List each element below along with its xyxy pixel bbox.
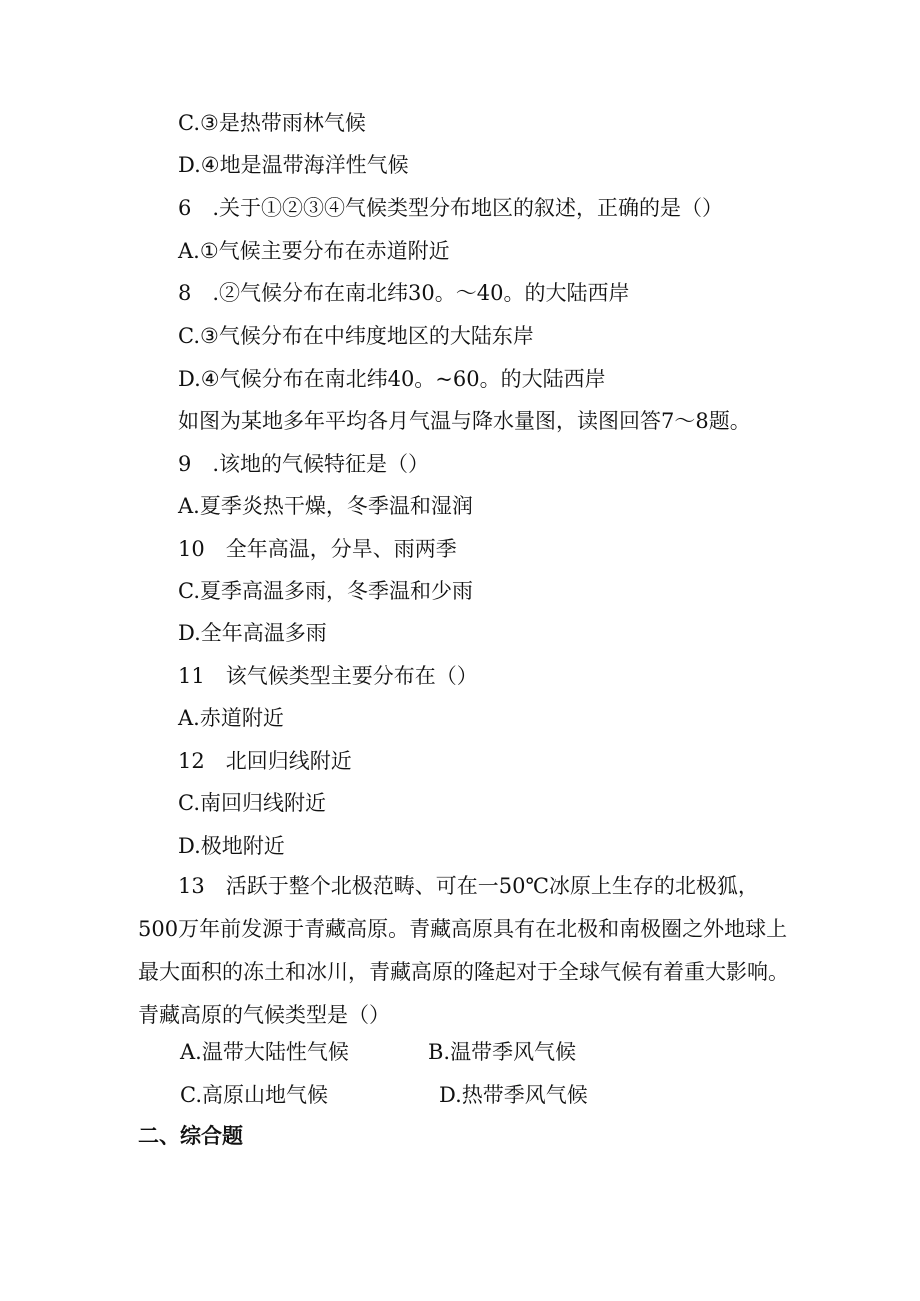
question-line: C.南回归线附近 <box>178 791 326 815</box>
answer-option-b: B.温带季风气候 <box>428 1040 577 1064</box>
question-line: D.④地是温带海洋性气候 <box>178 153 409 177</box>
answer-option-c: C.高原山地气候 <box>180 1083 328 1107</box>
question-line: 如图为某地多年平均各月气温与降水量图，读图回答7～8题。 <box>178 409 751 433</box>
question-line: D.④气候分布在南北纬40。~60。的大陆西岸 <box>178 367 606 391</box>
question-line: C.③气候分布在中纬度地区的大陆东岸 <box>178 324 534 348</box>
question-paragraph: 13 活跃于整个北极范畴、可在一50℃冰原上生存的北极狐，500万年前发源于青藏高原。青藏高原具有在北极和南极圈之外地球上最大面积的冻土和冰川，青藏高原的隆起对于全球气候有着重大影响。青藏高原的气候类型是（） <box>138 874 789 1027</box>
question-line: 10 全年高温，分旱、雨两季 <box>178 537 457 561</box>
question-line: 11 该气候类型主要分布在（） <box>178 664 478 688</box>
question-line: C.③是热带雨林气候 <box>178 111 366 135</box>
answer-option-a: A.温带大陆性气候 <box>180 1040 349 1064</box>
question-line: 12 北回归线附近 <box>178 749 352 773</box>
question-line: 8 .②气候分布在南北纬30。～40。的大陆西岸 <box>178 281 630 305</box>
question-line: 9 .该地的气候特征是（） <box>178 452 430 476</box>
question-line: D.极地附近 <box>178 834 285 858</box>
question-line: A.①气候主要分布在赤道附近 <box>178 239 450 263</box>
question-line: A.赤道附近 <box>178 706 284 730</box>
section-heading: 二、综合题 <box>138 1123 243 1148</box>
question-line: D.全年高温多雨 <box>178 621 327 645</box>
question-line: 6 .关于①②③④气候类型分布地区的叙述，正确的是（） <box>178 196 724 220</box>
question-line: A.夏季炎热干燥，冬季温和湿润 <box>178 494 473 518</box>
question-line: C.夏季高温多雨，冬季温和少雨 <box>178 579 473 603</box>
answer-option-d: D.热带季风气候 <box>439 1083 588 1107</box>
